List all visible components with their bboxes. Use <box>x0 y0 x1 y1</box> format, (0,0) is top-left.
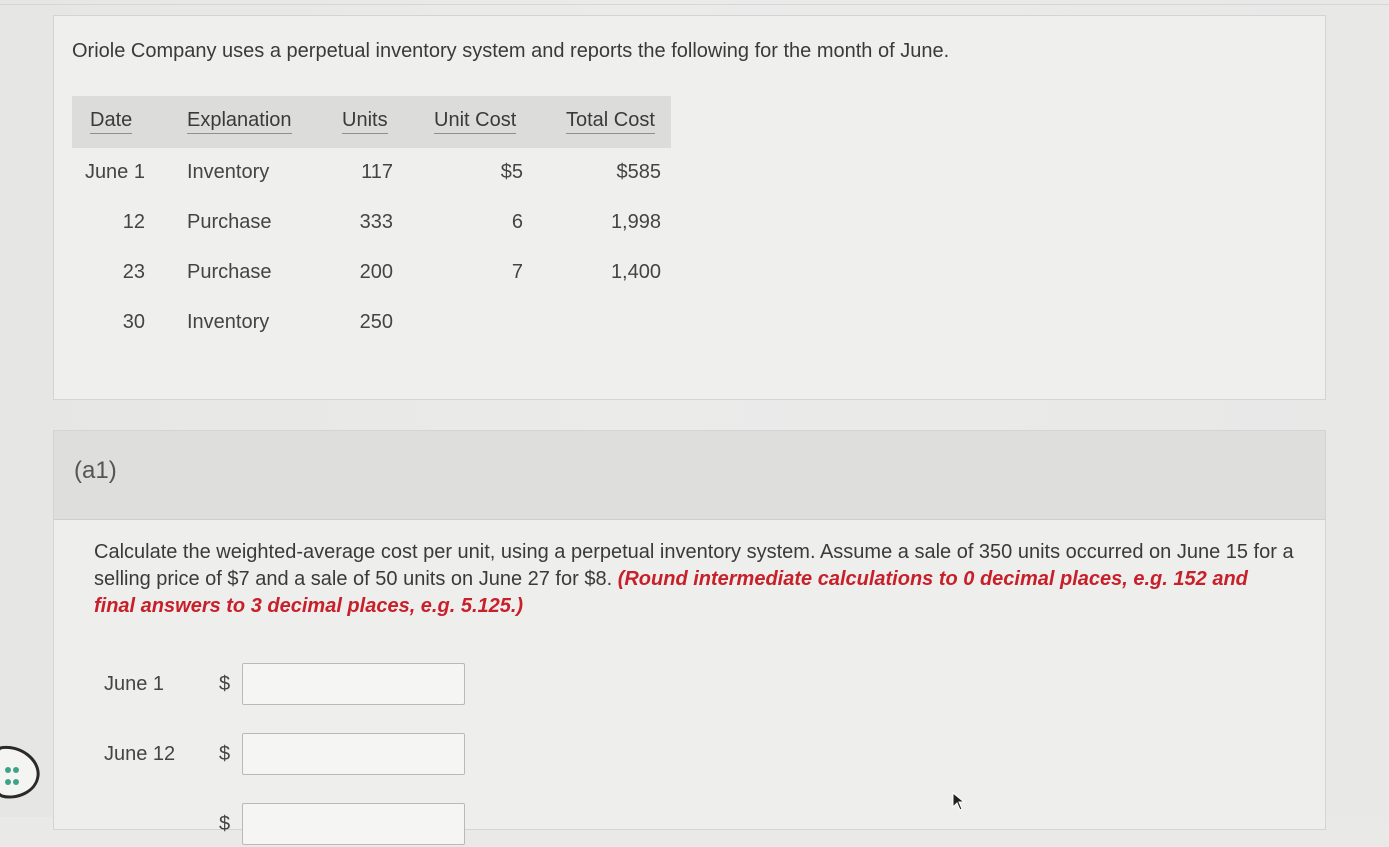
part-header <box>54 431 1325 520</box>
header-date: Date <box>90 109 132 134</box>
answer-input-june-12[interactable] <box>242 733 465 775</box>
answer-input-june-1[interactable] <box>242 663 465 705</box>
cell-total-cost: 1,400 <box>610 261 661 283</box>
top-divider <box>0 4 1389 5</box>
header-total-cost: Total Cost <box>566 109 655 134</box>
problem-card <box>53 15 1326 400</box>
inventory-table <box>72 96 671 348</box>
table-row <box>72 148 671 198</box>
cell-units: 250 <box>359 311 393 333</box>
cell-unit-cost: 6 <box>511 211 523 233</box>
cell-unit-cost: $5 <box>500 161 523 183</box>
header-unit-cost: Unit Cost <box>434 109 516 134</box>
table-row <box>72 198 671 248</box>
cell-units: 333 <box>359 211 393 233</box>
cell-units: 200 <box>359 261 393 283</box>
cell-date: June 1 <box>84 161 145 183</box>
table-row <box>72 248 671 298</box>
answer-label: June 1 <box>104 673 165 695</box>
cell-total-cost: 1,998 <box>610 211 661 233</box>
rounding-note: (Round intermediate calculations to 0 decimal places, e.g. 152 and final answers to 3 decimal places, e.g. 5.125.) <box>94 568 1248 617</box>
mouse-pointer-icon <box>951 792 967 812</box>
table-header <box>72 96 671 148</box>
answer-card <box>53 430 1326 835</box>
instructions <box>94 539 1294 620</box>
part-label: (a1) <box>74 457 117 484</box>
cell-explanation: Purchase <box>187 211 272 233</box>
cell-unit-cost: 7 <box>511 261 523 283</box>
cell-explanation: Purchase <box>187 261 272 283</box>
header-units: Units <box>342 109 388 134</box>
answer-label: June 12 <box>104 743 176 765</box>
answer-input-next[interactable] <box>242 803 465 845</box>
cookie-icon[interactable] <box>0 742 42 800</box>
instruction-text: Calculate the weighted-average cost per unit, using a perpetual inventory system. Assume a sale of 350 units occurred on June 15 for a selling price of $7 and a sale of 50 units on June 27 for $8. <box>94 541 1294 590</box>
currency-symbol: $ <box>219 673 231 695</box>
cell-explanation: Inventory <box>187 311 270 333</box>
problem-statement: Oriole Company uses a perpetual inventory system and reports the following for the month of June. <box>72 40 950 62</box>
table-row <box>72 298 671 348</box>
currency-symbol: $ <box>219 743 231 765</box>
cell-date: 23 <box>122 261 145 283</box>
currency-symbol: $ <box>219 813 231 835</box>
header-explanation: Explanation <box>187 109 292 134</box>
cell-total-cost: $585 <box>616 161 661 183</box>
cell-units: 117 <box>361 161 393 183</box>
cell-date: 12 <box>122 211 145 233</box>
cell-explanation: Inventory <box>187 161 270 183</box>
cell-date: 30 <box>122 311 145 333</box>
